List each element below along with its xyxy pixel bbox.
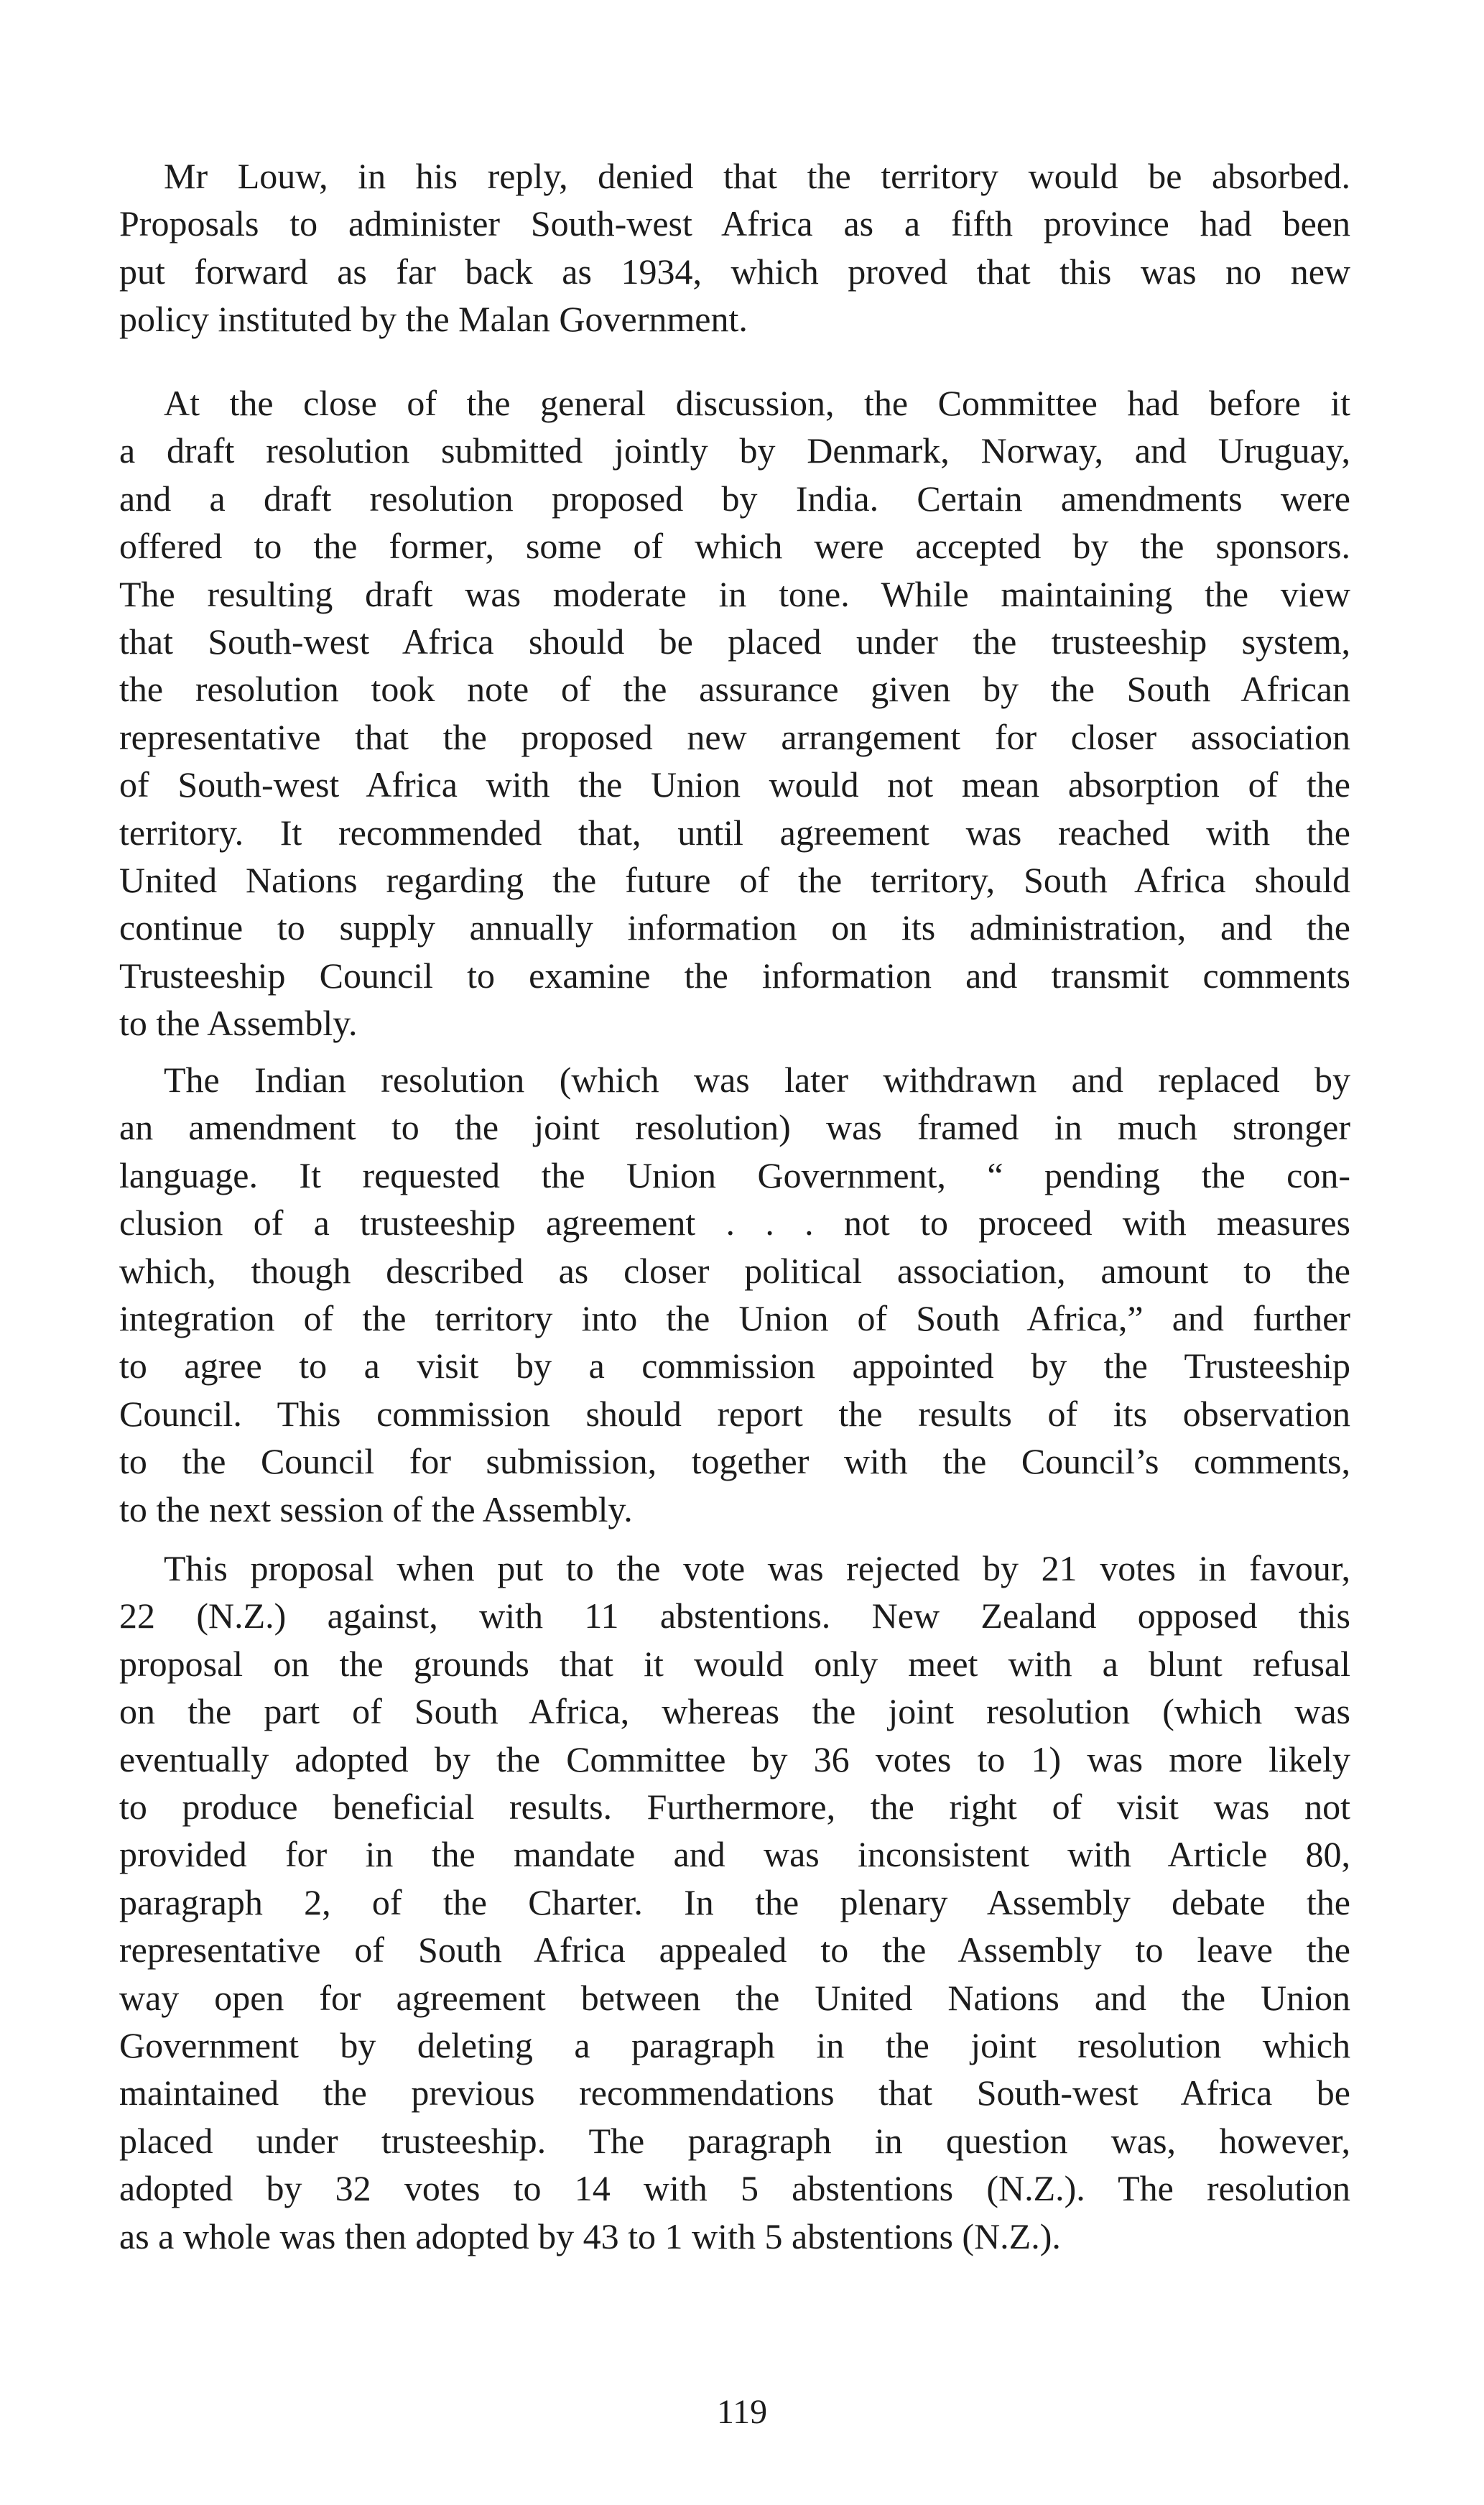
paragraph-louw-reply — [119, 152, 1350, 343]
text-line: representative of South Africa appealed to the Assembly to leave the — [119, 1930, 1350, 1971]
text-line: Council. This commission should report the results of its observation — [119, 1393, 1350, 1434]
text-line: an amendment to the joint resolution) was framed in much stronger — [119, 1107, 1350, 1148]
text-line: to the next session of the Assembly. — [119, 1488, 633, 1529]
text-line: the resolution took note of the assurance given by the South African — [119, 669, 1350, 710]
text-line: offered to the former, some of which were accepted by the sponsors. — [119, 526, 1350, 567]
text-line: continue to supply annually information on its administration, and the — [119, 907, 1350, 948]
text-line: as a whole was then adopted by 43 to 1 with 5 abstentions (N.Z.). — [119, 2215, 1061, 2256]
text-line: Trusteeship Council to examine the information and transmit comments — [119, 955, 1350, 996]
text-line: territory. It recommended that, until agreement was reached with the — [119, 812, 1350, 853]
text-line: Mr Louw, in his reply, denied that the territory would be absorbed. — [164, 156, 1350, 196]
text-line: to produce beneficial results. Furthermore, the right of visit was not — [119, 1787, 1350, 1828]
text-line: put forward as far back as 1934, which proved that this was no new — [119, 251, 1350, 292]
text-line: This proposal when put to the vote was rejected by 21 votes in favour, — [164, 1548, 1350, 1588]
text-line: that South-west Africa should be placed under the trusteeship system, — [119, 621, 1350, 662]
text-line: and a draft resolution proposed by India. Certain amendments were — [119, 478, 1350, 519]
text-line: 22 (N.Z.) against, with 11 abstentions. New Zealand opposed this — [119, 1596, 1350, 1636]
text-line: The Indian resolution (which was later withdrawn and replaced by — [164, 1060, 1350, 1100]
text-line: Proposals to administer South-west Africa as a fifth province had been — [119, 203, 1350, 244]
text-line: language. It requested the Union Government, “ pending the con- — [119, 1154, 1350, 1195]
text-line: proposal on the grounds that it would only meet with a blunt refusal — [119, 1643, 1350, 1684]
paragraph-draft-resolution — [119, 379, 1350, 1047]
text-line: paragraph 2, of the Charter. In the plenary Assembly debate the — [119, 1881, 1350, 1922]
text-line: At the close of the general discussion, the Committee had before it — [164, 383, 1350, 423]
text-line: United Nations regarding the future of the territory, South Africa should — [119, 860, 1350, 901]
text-line: The resulting draft was moderate in tone. While maintaining the view — [119, 573, 1350, 614]
paragraph-indian-resolution — [119, 1056, 1350, 1533]
text-line: way open for agreement between the United Nations and the Union — [119, 1977, 1350, 2018]
text-line: Government by deleting a paragraph in the joint resolution which — [119, 2025, 1350, 2066]
text-line: to agree to a visit by a commission appointed by the Trusteeship — [119, 1346, 1350, 1386]
text-line: integration of the territory into the Union of South Africa,” and further — [119, 1298, 1350, 1339]
text-line: adopted by 32 votes to 14 with 5 abstentions (N.Z.). The resolution — [119, 2168, 1350, 2209]
text-line: of South-west Africa with the Union would not mean absorption of the — [119, 764, 1350, 805]
text-line: eventually adopted by the Committee by 36 votes to 1) was more likely — [119, 1738, 1350, 1779]
text-line: on the part of South Africa, whereas the joint resolution (which was — [119, 1691, 1350, 1732]
text-line: placed under trusteeship. The paragraph in question was, however, — [119, 2120, 1350, 2161]
text-line: to the Assembly. — [119, 1003, 358, 1044]
text-line: provided for in the mandate and was inconsistent with Article 80, — [119, 1834, 1350, 1875]
text-line: clusion of a trusteeship agreement . . . not to proceed with measures — [119, 1203, 1350, 1244]
text-line: a draft resolution submitted jointly by Denmark, Norway, and Uruguay, — [119, 430, 1350, 471]
text-line: which, though described as closer political association, amount to the — [119, 1250, 1350, 1291]
text-line: maintained the previous recommendations that South-west Africa be — [119, 2073, 1350, 2113]
page-number: 119 — [716, 2393, 768, 2431]
text-line: policy instituted by the Malan Government. — [119, 299, 748, 340]
text-line: to the Council for submission, together with the Council’s comments, — [119, 1441, 1350, 1482]
text-line: representative that the proposed new arrangement for closer association — [119, 716, 1350, 757]
paragraph-vote-results — [119, 1545, 1350, 2260]
